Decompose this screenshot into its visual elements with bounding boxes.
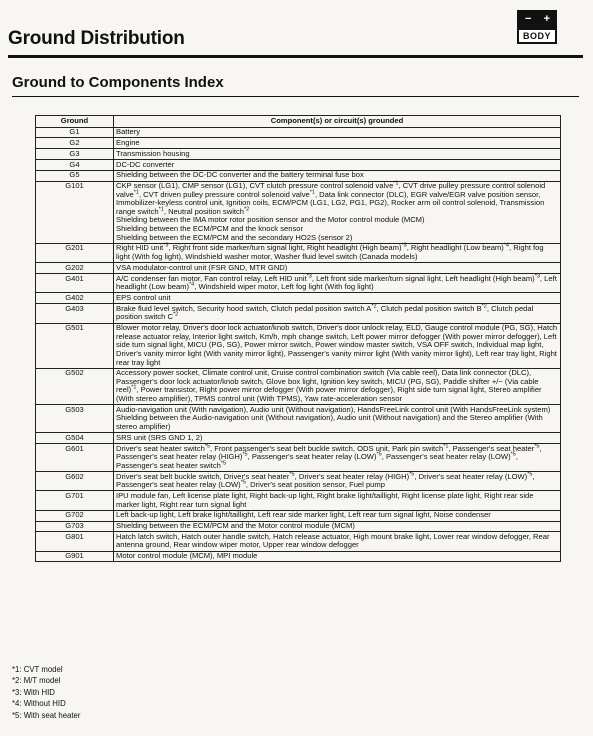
- badge-label: BODY: [522, 31, 551, 41]
- column-header-ground: Ground: [36, 116, 114, 128]
- ground-id-cell: G202: [36, 263, 114, 274]
- ground-index-table: [35, 115, 561, 562]
- footnote: *4: Without HID: [12, 699, 66, 709]
- battery-icon: [519, 12, 555, 30]
- components-cell: Brake fluid level switch, Security hood switch, Clutch pedal position switch $A^{*2}$, Clutch pedal position switch $B^{*2}$, Clutch pedal position switch $C^{*2}$: [114, 304, 561, 323]
- table-row: [36, 491, 561, 510]
- ground-id-cell: G801: [36, 532, 114, 551]
- table-row: [36, 293, 561, 304]
- footnotes: [12, 664, 80, 721]
- components-cell: Audio-navigation unit (With navigation), Audio unit (Without navigation), HandsFreeLink control unit (With HandsFreeLink system) Shielding between the Audio-navigation unit (Without navigation), Audio unit (Without navigation) and the Stereo amplifier (With stereo amplifier): [114, 405, 561, 433]
- body-section-badge: [517, 10, 557, 44]
- table-body: [36, 127, 561, 562]
- ground-id-cell: G403: [36, 304, 114, 323]
- table-row: [36, 471, 561, 490]
- ground-id-cell: G101: [36, 181, 114, 243]
- table-row: [36, 532, 561, 551]
- ground-id-cell: G504: [36, 433, 114, 444]
- table-row: [36, 323, 561, 368]
- ground-id-cell: G502: [36, 368, 114, 405]
- components-cell: Accessory power socket, Climate control unit, Cruise control combination switch (Via cable reel), Data link connector (DLC), Passenger's door lock actuator/knob switch, Glove box light, Ignition key switch, MICU (PG, SG), Paddle shifter +/− (Via cable reel)$^{*1}$, Power transistor, Right power mirror defogger (With power mirror defogger), Right side turn signal light, Stereo amplifier (With stereo amplifier), TPMS control unit (With TPMS), Yaw rate-acceleration sensor: [114, 368, 561, 405]
- components-cell: IPU module fan, Left license plate light, Right back-up light, Right brake light/taillight, Right license plate light, Right rear side marker light, Right rear turn signal light: [114, 491, 561, 510]
- table-row: [36, 510, 561, 521]
- ground-id-cell: G401: [36, 274, 114, 293]
- battery-minus-icon: −: [525, 13, 532, 25]
- components-cell: SRS unit (SRS GND 1, 2): [114, 433, 561, 444]
- ground-id-cell: G402: [36, 293, 114, 304]
- table-row: [36, 521, 561, 532]
- ground-id-cell: G601: [36, 444, 114, 472]
- ground-id-cell: G703: [36, 521, 114, 532]
- footnote: *5: With seat heater: [12, 710, 81, 720]
- components-cell: Shielding between the DC-DC converter and the battery terminal fuse box: [114, 170, 561, 181]
- ground-id-cell: G602: [36, 471, 114, 490]
- components-cell: A/C condenser fan motor, Fan control relay, Left HID unit$^{*3}$, Left front side marker/turn signal light, Left headlight (High beam)$^{*3}$, Left headlight (Low beam)$^{*4}$, Windshield wiper motor, Left fog light (With fog light): [114, 274, 561, 293]
- ground-id-cell: G4: [36, 159, 114, 170]
- ground-id-cell: G1: [36, 127, 114, 138]
- table-row: [36, 433, 561, 444]
- table-row: [36, 274, 561, 293]
- battery-plus-icon: +: [543, 13, 550, 25]
- table-row: [36, 138, 561, 149]
- components-cell: Right HID unit$^{*3}$, Right front side marker/turn signal light, Right headlight (High beam)$^{*3}$, Right headlight (Low beam)$^{*4}$, Right fog light (With fog light), Windshield washer motor, Washer fluid level switch (Canada models): [114, 243, 561, 262]
- components-cell: Transmission housing: [114, 149, 561, 160]
- ground-id-cell: G201: [36, 243, 114, 262]
- footnote: *2: M/T model: [12, 676, 61, 686]
- table-row: [36, 304, 561, 323]
- ground-id-cell: G702: [36, 510, 114, 521]
- table-row: [36, 181, 561, 243]
- components-cell: Driver's seat heater switch$^{*5}$, Front passenger's seat belt buckle switch, ODS unit, Park pin switch$^{*1}$, Passenger's seat heater$^{*5}$, Passenger's seat heater relay (HIGH)$^{*5}$, Passenger's seat heater relay (LOW)$^{*5}$, Passenger's seat heater relay (LOW)$^{*5}$, Passenger's seat heater switch$^{*5}$: [114, 444, 561, 472]
- table-row: [36, 149, 561, 160]
- components-cell: Shielding between the ECM/PCM and the Motor control module (MCM): [114, 521, 561, 532]
- table-row: [36, 263, 561, 274]
- ground-id-cell: G5: [36, 170, 114, 181]
- components-cell: VSA modulator-control unit (FSR GND, MTR GND): [114, 263, 561, 274]
- components-cell: Engine: [114, 138, 561, 149]
- ground-id-cell: G503: [36, 405, 114, 433]
- components-cell: Left back-up light, Left brake light/taillight, Left rear side marker light, Left rear turn signal light, Noise condenser: [114, 510, 561, 521]
- page-title: Ground Distribution: [8, 28, 185, 49]
- table-row: [36, 127, 561, 138]
- table-row: [36, 243, 561, 262]
- components-cell: Motor control module (MCM), MPI module: [114, 551, 561, 562]
- ground-id-cell: G2: [36, 138, 114, 149]
- components-cell: Driver's seat belt buckle switch, Driver's seat heater$^{*5}$, Driver's seat heater relay (HIGH)$^{*5}$, Driver's seat heater relay (LOW)$^{*5}$, Passenger's seat heater relay (LOW)$^{*5}$, Driver's seat position sensor, Fuel pump: [114, 471, 561, 490]
- components-cell: EPS control unit: [114, 293, 561, 304]
- ground-id-cell: G501: [36, 323, 114, 368]
- ground-id-cell: G901: [36, 551, 114, 562]
- table-row: [36, 170, 561, 181]
- section-divider: [12, 96, 579, 97]
- table-row: [36, 159, 561, 170]
- table-row: [36, 551, 561, 562]
- components-cell: DC-DC converter: [114, 159, 561, 170]
- column-header-components: Component(s) or circuit(s) grounded: [114, 116, 561, 128]
- table-row: [36, 368, 561, 405]
- title-divider: [8, 55, 583, 58]
- section-title: Ground to Components Index: [12, 74, 224, 91]
- components-cell: Hatch latch switch, Hatch outer handle switch, Hatch release actuator, High mount brake light, Lower rear window defogger, Rear antenna ground, Rear window wiper motor, Upper rear window defogger: [114, 532, 561, 551]
- table-row: [36, 405, 561, 433]
- table-row: [36, 444, 561, 472]
- components-cell: Battery: [114, 127, 561, 138]
- ground-id-cell: G3: [36, 149, 114, 160]
- footnote: *1: CVT model: [12, 665, 63, 674]
- components-cell: CKP sensor (LG1), CMP sensor (LG1), CVT clutch pressure control solenoid valve$^{*1}$, CVT drive pulley pressure control solenoid valve$^{*1}$, CVT driven pulley pressure control solenoid valve$^{*1}$, Data link connector (DLC), EGR valve/EGR valve position sensor, Immobilizer-keyless control unit, Ignition coils, ECM/PCM (LG1, LG2, PG1, PG2), Rocker arm oil control solenoid, Transmission range switch$^{*1}$, Neutral position switch$^{*2}$ Shielding between the IMA motor rotor position sensor and the Motor control module (MCM) Shielding between the ECM/PCM and the knock sensor Shielding between the ECM/PCM and the secondary HO2S (sensor 2): [114, 181, 561, 243]
- footnote: *3: With HID: [12, 687, 55, 697]
- components-cell: Blower motor relay, Driver's door lock actuator/knob switch, Driver's door unlock relay, ELD, Gauge control module (PG, SG), Hatch release actuator relay, Interior light switch, Km/h, mph change switch, Left power mirror defogger (With power mirror defogger), Left side turn signal light, MICU (PG, SG), Power mirror switch, Power window master switch, VSA OFF switch, Individual map light, Driver's vanity mirror light (With vanity mirror light), Passenger's vanity mirror light (With vanity mirror light), Left rear tray light, Right rear tray light: [114, 323, 561, 368]
- table-header-row: [36, 116, 561, 128]
- ground-id-cell: G701: [36, 491, 114, 510]
